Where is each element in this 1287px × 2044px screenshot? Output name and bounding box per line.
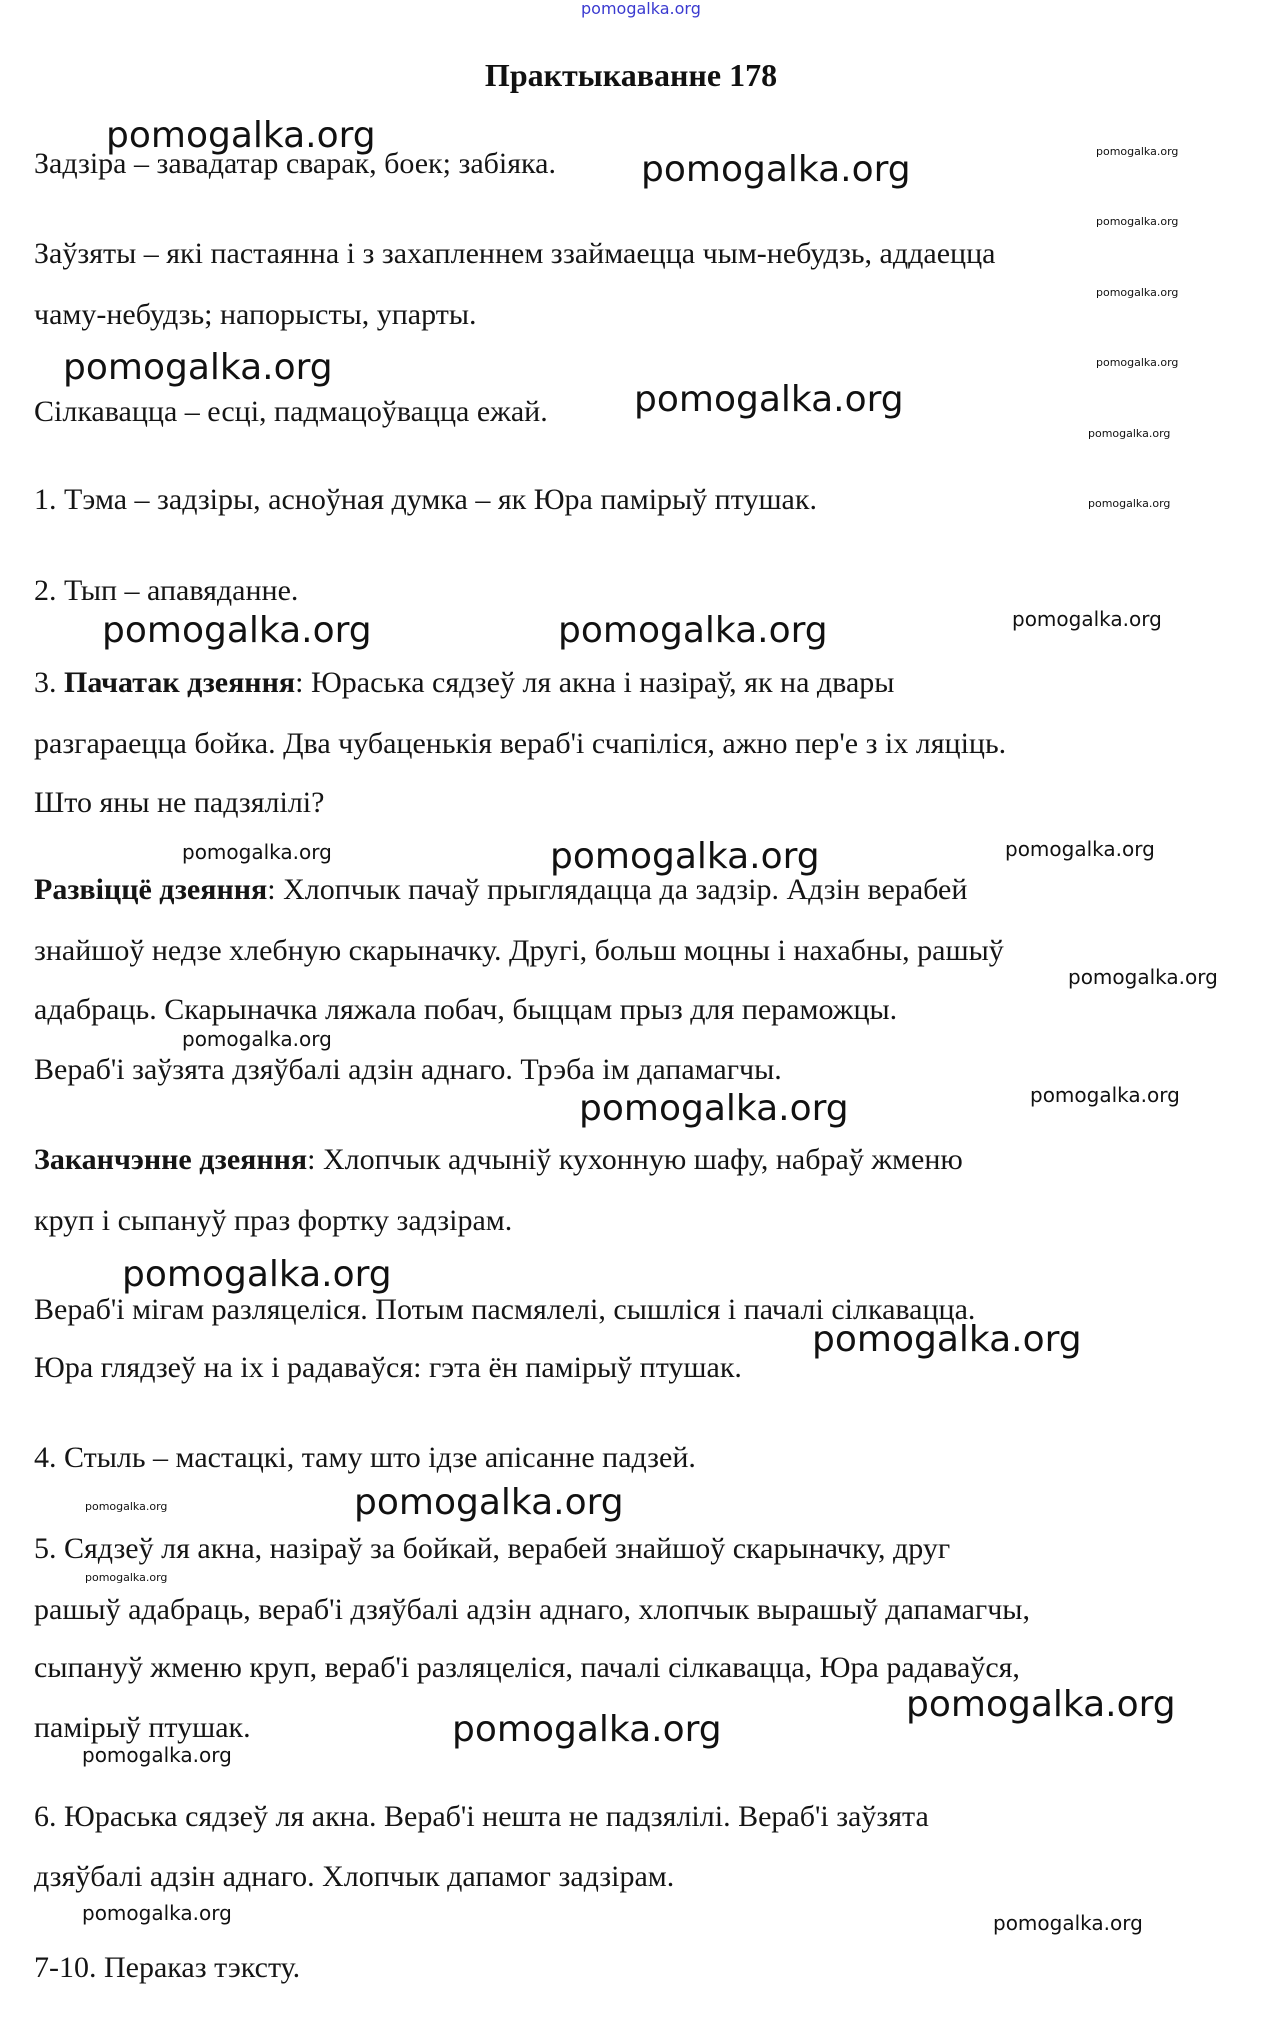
- definition-zauzyaty: Заўзяты – які пастаянна і з захапленнем ззаймаецца чым-небудзь, аддаецца: [34, 237, 996, 270]
- watermark: pomogalka.org: [82, 1901, 232, 1925]
- watermark: pomogalka.org: [182, 1027, 332, 1051]
- answer-4: 4. Стыль – мастацкі, таму што ідзе апісанне падзей.: [34, 1441, 696, 1474]
- answer-5-line-3: сыпануў жменю круп, вераб'і разляцеліся, пачалі сілкавацца, Юра радаваўся,: [34, 1651, 1020, 1684]
- watermark: pomogalka.org: [579, 1088, 849, 1129]
- watermark: pomogalka.org: [63, 347, 333, 388]
- section-heading-beginning: Пачатак дзеяння: [64, 666, 296, 699]
- answer-5-line-2: рашыў адабраць, вераб'і дзяўбалі адзін аднаго, хлопчык вырашыў дапамагчы,: [34, 1593, 1030, 1626]
- watermark: pomogalka.org: [1005, 837, 1155, 861]
- watermark: pomogalka.org: [1012, 607, 1162, 631]
- answer-3-text: : Юраська сядзеў ля акна і назіраў, як на двары: [295, 666, 895, 699]
- watermark: pomogalka.org: [452, 1709, 722, 1750]
- ending-line-4: Юра глядзеў на іх і радаваўся: гэта ён памірыў птушак.: [34, 1351, 742, 1384]
- watermark: pomogalka.org: [1088, 427, 1171, 440]
- watermark: pomogalka.org: [354, 1482, 624, 1523]
- answer-6-line-1: 6. Юраська сядзеў ля акна. Вераб'і нешта не падзялілі. Вераб'і заўзята: [34, 1800, 929, 1833]
- answer-3-number: 3.: [34, 666, 64, 699]
- watermark: pomogalka.org: [906, 1684, 1176, 1725]
- answer-3-line-2: разгараецца бойка. Два чубаценькія вераб'і счапіліся, ажно пер'е з іх ляціць.: [34, 727, 1007, 760]
- section-heading-ending: Заканчэнне дзеяння: [34, 1143, 308, 1176]
- answer-2: 2. Тып – апавяданне.: [34, 574, 299, 607]
- development-line-2: знайшоў недзе хлебную скарыначку. Другі, больш моцны і нахабны, рашыў: [34, 934, 1004, 967]
- answer-1: 1. Тэма – задзіры, асноўная думка – як Юра памірыў птушак.: [34, 483, 817, 516]
- watermark: pomogalka.org: [1088, 497, 1171, 510]
- development-line-3: адабраць. Скарыначка ляжала побач, быццам прыз для пераможцы.: [34, 993, 898, 1026]
- watermark: pomogalka.org: [550, 836, 820, 877]
- ending-text: : Хлопчык адчыніў кухонную шафу, набраў жменю: [307, 1143, 963, 1176]
- answer-5-line-1: 5. Сядзеў ля акна, назіраў за бойкай, верабей знайшоў скарыначку, друг: [34, 1532, 951, 1565]
- watermark: pomogalka.org: [558, 610, 828, 651]
- watermark: pomogalka.org: [1096, 356, 1179, 369]
- answer-7-10: 7-10. Пераказ тэксту.: [34, 1951, 301, 1984]
- answer-5-line-4: памірыў птушак.: [34, 1711, 251, 1744]
- watermark: pomogalka.org: [1096, 145, 1179, 158]
- page-title: Практыкаванне 178: [484, 57, 778, 93]
- watermark: pomogalka.org: [812, 1319, 1082, 1360]
- top-watermark: pomogalka.org: [581, 0, 701, 18]
- watermark: pomogalka.org: [82, 1743, 232, 1767]
- watermark: pomogalka.org: [85, 1500, 168, 1513]
- ending-line-3: Вераб'і мігам разляцеліся. Потым пасмялелі, сышліся і пачалі сілкавацца.: [34, 1293, 976, 1326]
- definition-zauzyaty-cont: чаму-небудзь; напорысты, упарты.: [34, 298, 477, 331]
- watermark: pomogalka.org: [182, 840, 332, 864]
- watermark: pomogalka.org: [102, 610, 372, 651]
- answer-3-line-1: [34, 665, 894, 701]
- watermark: pomogalka.org: [634, 379, 904, 420]
- watermark: pomogalka.org: [106, 115, 376, 156]
- definition-silkavacca: Сілкавацца – есці, падмацоўвацца ежай.: [34, 395, 548, 428]
- development-line-1: [34, 872, 967, 908]
- section-heading-development: Развіццё дзеяння: [34, 873, 268, 906]
- ending-line-1: [34, 1142, 963, 1178]
- watermark: pomogalka.org: [1096, 215, 1179, 228]
- watermark: pomogalka.org: [641, 149, 911, 190]
- watermark: pomogalka.org: [993, 1911, 1143, 1935]
- watermark: pomogalka.org: [122, 1254, 392, 1295]
- watermark: pomogalka.org: [85, 1571, 168, 1584]
- watermark: pomogalka.org: [1030, 1083, 1180, 1107]
- ending-line-2: круп і сыпануў праз фортку задзірам.: [34, 1204, 513, 1237]
- watermark: pomogalka.org: [1068, 965, 1218, 989]
- development-text: : Хлопчык пачаў прыглядацца да задзір. Адзін верабей: [267, 873, 968, 906]
- watermark: pomogalka.org: [1096, 286, 1179, 299]
- definition-zadzira: Задзіра – завадатар сварак, боек; забіяка.: [34, 147, 556, 180]
- answer-3-line-3: Што яны не падзялілі?: [34, 786, 325, 819]
- development-line-4: Вераб'і заўзята дзяўбалі адзін аднаго. Трэба ім дапамагчы.: [34, 1053, 782, 1086]
- answer-6-line-2: дзяўбалі адзін аднаго. Хлопчык дапамог задзірам.: [34, 1860, 675, 1893]
